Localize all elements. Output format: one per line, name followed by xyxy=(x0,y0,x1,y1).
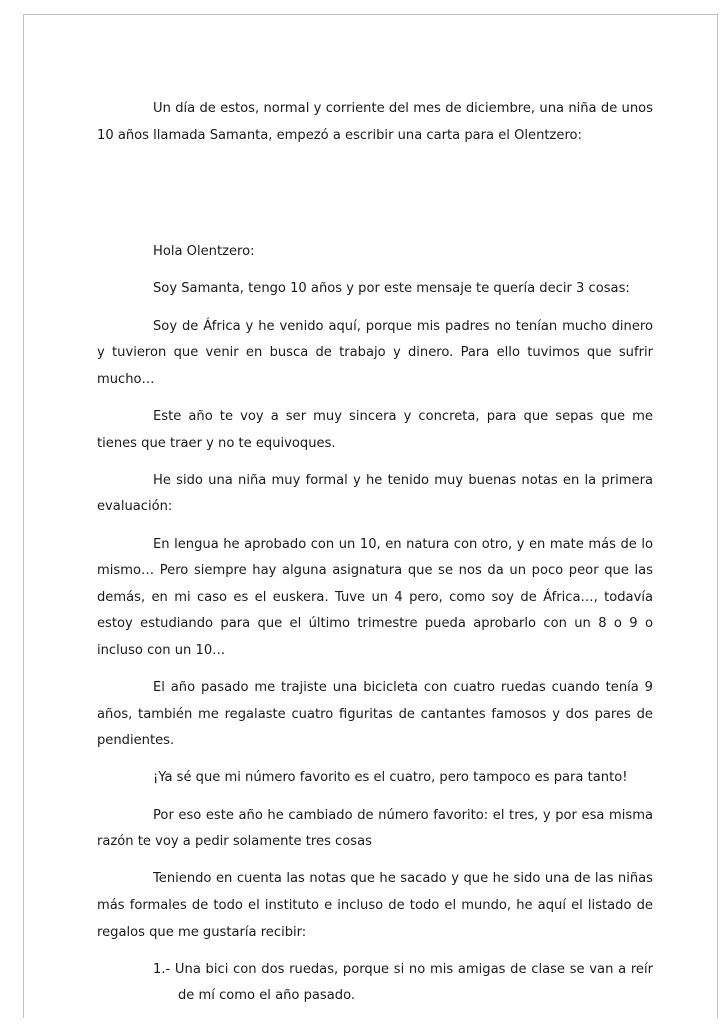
spacer xyxy=(97,856,653,867)
spacer xyxy=(97,393,653,404)
spacer xyxy=(97,755,653,766)
spacer xyxy=(97,457,653,468)
spacer xyxy=(97,266,653,277)
paragraph-9: Teniendo en cuenta las notas que he sacado y que he sido una de las niñas más formales de todo el instituto e incluso de todo el mundo, he aquí el listado de regalos que me gustaría recibir: xyxy=(97,871,653,940)
paragraph-5: En lengua he aprobado con un 10, en natura con otro, y en mate más de lo mismo… Pero siempre hay alguna asignatura que se nos da un poco peor que las demás, en mi caso es el euskera. Tuve un 4 pero, como soy de África…, todavía estoy estudiando para que el último trimestre pueda aprobarlo con un 8 o 9 o incluso con un 10… xyxy=(97,536,653,658)
intro-paragraph: Un día de estos, normal y corriente del mes de diciembre, una niña de unos 10 años llamada Samanta, empezó a escribir una carta para el Olentzero: xyxy=(97,101,653,143)
greeting: Hola Olentzero: xyxy=(153,244,255,260)
spacer xyxy=(97,149,653,239)
paragraph-8: Por eso este año he cambiado de número favorito: el tres, y por esa misma razón te voy a pedir solamente tres cosas xyxy=(97,807,653,850)
spacer xyxy=(97,521,653,532)
spacer xyxy=(97,303,653,314)
document-page xyxy=(23,14,718,1018)
spacer xyxy=(97,792,653,803)
paragraph-3: Este año te voy a ser muy sincera y concreta, para que sepas que me tienes que traer y no te equivoques. xyxy=(97,408,653,451)
paragraph-1: Soy Samanta, tengo 10 años y por este mensaje te quería decir 3 cosas: xyxy=(153,281,630,297)
paragraph-4: He sido una niña muy formal y he tenido muy buenas notas en la primera evaluación: xyxy=(97,472,653,515)
spacer xyxy=(97,664,653,675)
paragraph-2: Soy de África y he venido aquí, porque mis padres no tenían mucho dinero y tuvieron que venir en busca de trabajo y dinero. Para ello tuvimos que sufrir mucho… xyxy=(97,318,653,387)
letter-body xyxy=(97,96,653,1010)
list-item: 1.- Una bici con dos ruedas, porque si no mis amigas de clase se van a reír de mí como el año pasado. xyxy=(153,961,653,1004)
paragraph-7: ¡Ya sé que mi número favorito es el cuatro, pero tampoco es para tanto! xyxy=(153,770,628,786)
paragraph-6: El año pasado me trajiste una bicicleta con cuatro ruedas cuando tenía 9 años, también me regalaste cuatro figuritas de cantantes famosos y dos pares de pendientes. xyxy=(97,680,653,749)
spacer xyxy=(97,946,653,957)
